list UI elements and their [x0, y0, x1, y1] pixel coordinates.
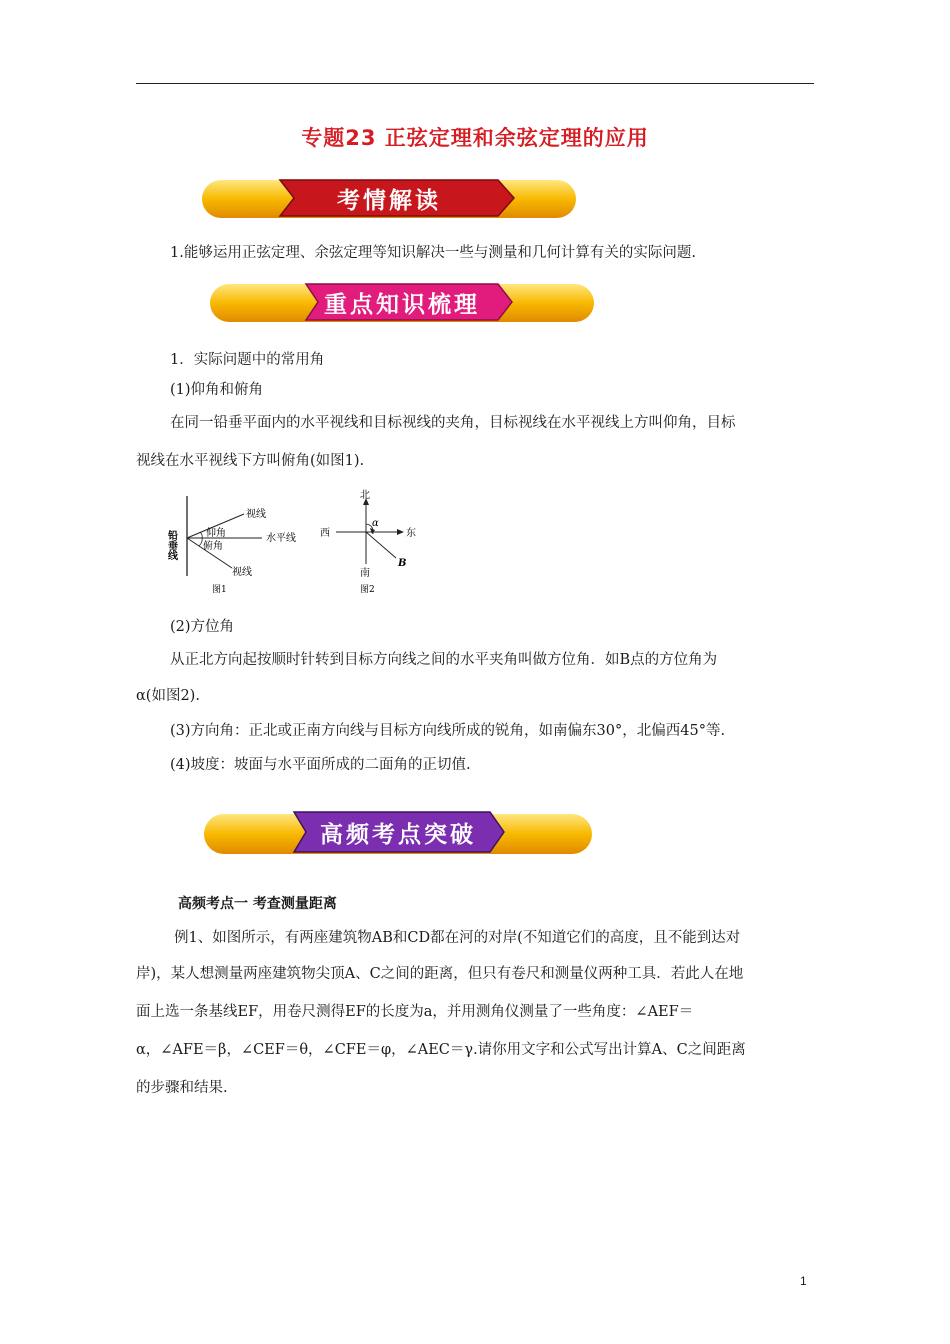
azimuth-paragraph-line1: 从正北方向起按顺时针转到目标方向线之间的水平夹角叫做方位角．如B点的方位角为 — [170, 652, 718, 668]
page-number: 1 — [800, 1274, 807, 1288]
banner-gaopin-label: 高频考点突破 — [320, 821, 476, 848]
elevation-paragraph-line2: 视线在水平视线下方叫俯角(如图1). — [136, 453, 365, 469]
fig1-caption: 图1 — [212, 585, 227, 595]
direction-line-b — [366, 532, 396, 558]
fig1-vertical-label: 铅垂线 — [165, 530, 177, 560]
banner-kaoqing-label: 考情解读 — [337, 187, 441, 214]
fig2-east-label: 东 — [406, 528, 416, 539]
page-title: 专题23 正弦定理和余弦定理的应用 — [301, 126, 649, 150]
fig1-depression-label: 俯角 — [203, 541, 223, 552]
fig1-elevation-label: 仰角 — [206, 528, 226, 539]
banner-gaopin — [204, 808, 592, 856]
azimuth-paragraph-line2: α(如图2). — [136, 688, 200, 704]
knowledge-heading: 1．实际问题中的常用角 — [170, 352, 325, 368]
azimuth-subtitle: (2)方位角 — [170, 619, 235, 635]
direction-angle-item: (3)方向角：正北或正南方向线与目标方向线所成的锐角，如南偏东30°，北偏西45°等. — [170, 723, 726, 739]
fig1-horizontal-label: 水平线 — [266, 533, 296, 544]
example-line1: 例1、如图所示，有两座建筑物AB和CD都在河的对岸(不知道它们的高度，且不能到达对 — [174, 930, 741, 946]
fig1-sight-bottom-label: 视线 — [232, 567, 252, 578]
header-rule — [136, 83, 814, 84]
fig1-sight-top-label: 视线 — [246, 509, 266, 520]
angle-diagrams — [165, 488, 430, 596]
elevation-depression-subtitle: (1)仰角和俯角 — [170, 382, 264, 398]
example-line3: 面上选一条基线EF，用卷尺测得EF的长度为a，并用测角仪测量了一些角度：∠AEF＝ — [136, 1004, 694, 1020]
fig2-caption: 图2 — [360, 585, 375, 595]
banner-zhongdian — [210, 280, 594, 324]
example-line4: α，∠AFE＝β，∠CEF＝θ，∠CFE＝φ，∠AEC＝γ.请你用文字和公式写出计算A、C之间距离 — [136, 1042, 746, 1058]
fig2-west-label: 西 — [320, 528, 330, 539]
elevation-paragraph-line1: 在同一铅垂平面内的水平视线和目标视线的夹角，目标视线在水平视线上方叫仰角，目标 — [170, 415, 736, 431]
fig2-point-b-label: B — [398, 558, 407, 569]
fig2-alpha-label: α — [372, 518, 379, 529]
slope-item: (4)坡度：坡面与水平面所成的二面角的正切值. — [170, 757, 471, 773]
example-line2: 岸)，某人想测量两座建筑物尖顶A、C之间的距离，但只有卷尺和测量仪两种工具．若此人在地 — [136, 966, 744, 982]
figures — [165, 488, 430, 600]
topic-heading: 高频考点一 考查测量距离 — [178, 896, 337, 912]
example-line5: 的步骤和结果. — [136, 1080, 228, 1096]
banner-zhongdian-label: 重点知识梳理 — [324, 291, 480, 318]
banner-kaoqing — [202, 176, 576, 220]
east-arrow — [397, 529, 404, 535]
fig2-north-label: 北 — [360, 490, 370, 501]
objective-item: 1.能够运用正弦定理、余弦定理等知识解决一些与测量和几何计算有关的实际问题. — [170, 245, 696, 261]
fig2-south-label: 南 — [360, 568, 370, 579]
